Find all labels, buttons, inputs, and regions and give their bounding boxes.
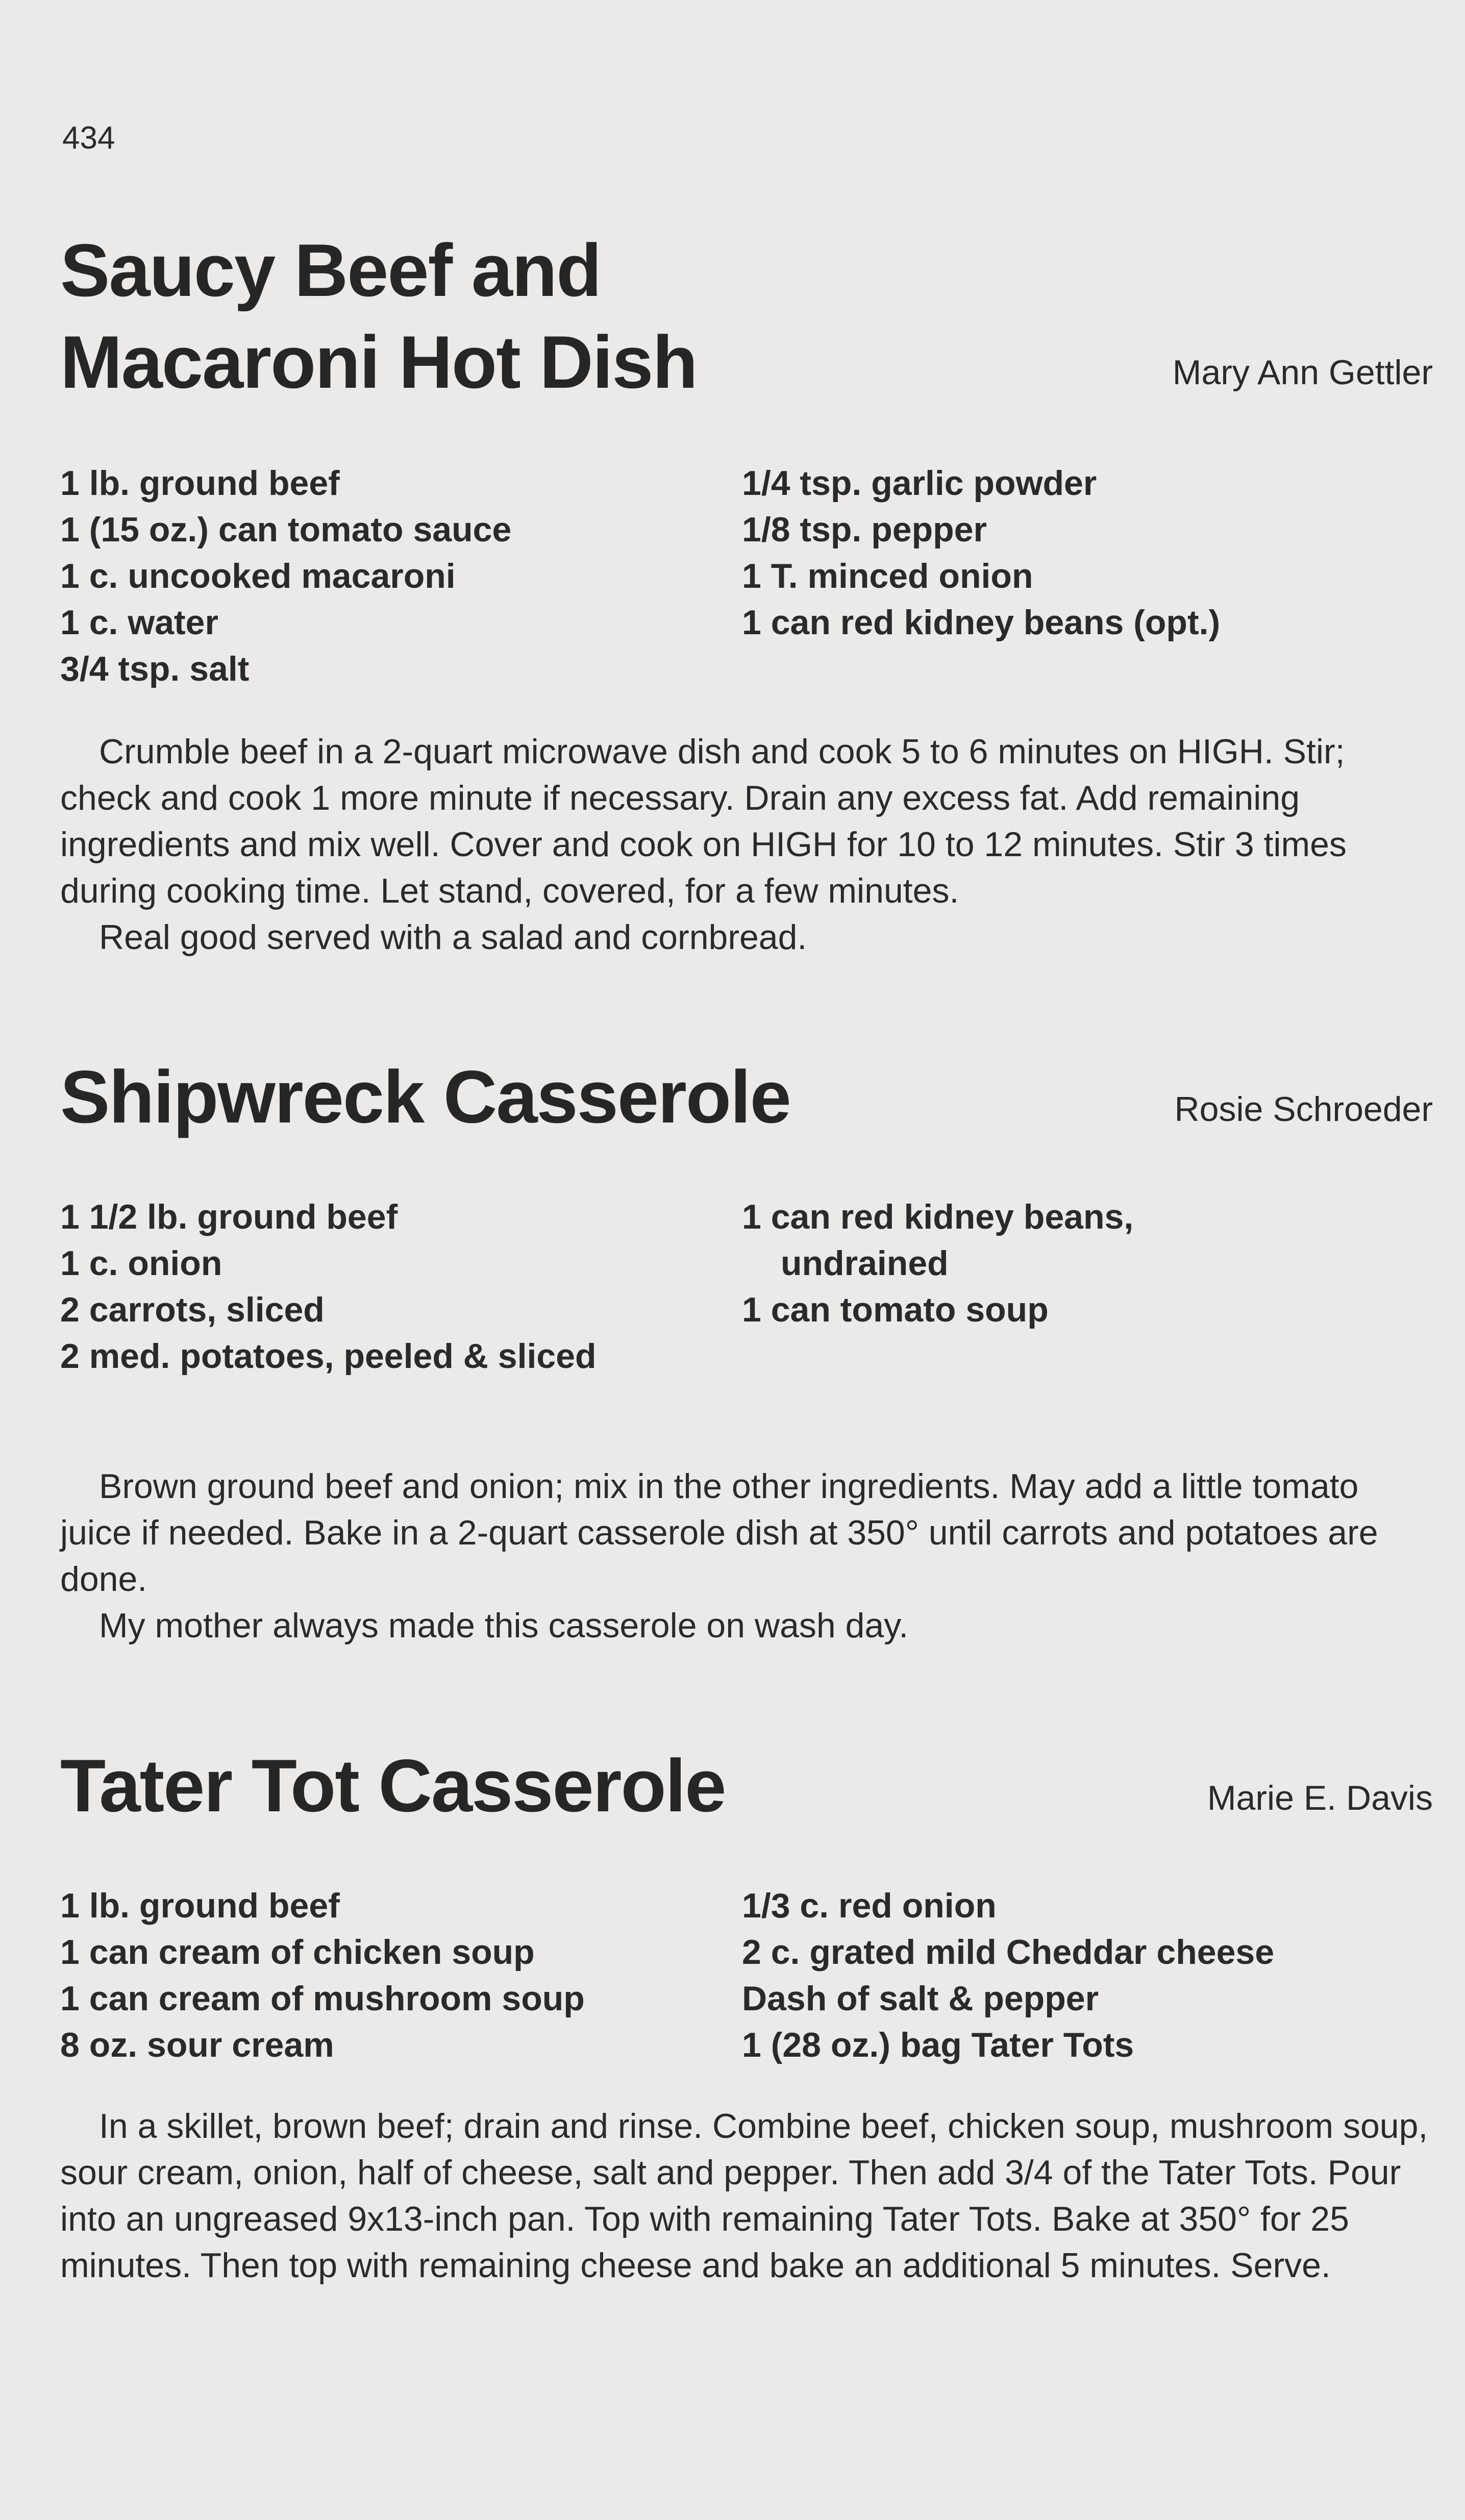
ingredients-column-right bbox=[742, 1883, 1405, 2068]
recipe-shipwreck-casserole bbox=[60, 1051, 1433, 1645]
ingredient: 1 can tomato soup bbox=[742, 1290, 1049, 1329]
ingredient: 1 (28 oz.) bag Tater Tots bbox=[742, 2026, 1134, 2064]
recipe-saucy-beef bbox=[60, 224, 1433, 957]
recipe-author: Marie E. Davis bbox=[1207, 1779, 1433, 1817]
ingredient: 1 lb. ground beef bbox=[60, 1886, 340, 1925]
ingredient: 8 oz. sour cream bbox=[60, 2026, 334, 2064]
ingredients-column-left bbox=[60, 1194, 724, 1380]
ingredient: 2 c. grated mild Cheddar cheese bbox=[742, 1933, 1275, 1972]
page-number: 434 bbox=[62, 120, 115, 156]
directions bbox=[60, 1463, 1433, 1649]
ingredient: 1 can cream of mushroom soup bbox=[60, 1979, 585, 2018]
ingredient: 1 1/2 lb. ground beef bbox=[60, 1197, 398, 1236]
directions bbox=[60, 2103, 1433, 2289]
ingredients-column-right bbox=[742, 460, 1405, 646]
recipe-author: Mary Ann Gettler bbox=[1172, 353, 1433, 392]
ingredient: 1/4 tsp. garlic powder bbox=[742, 464, 1097, 503]
ingredients-column-right bbox=[742, 1194, 1405, 1333]
directions-paragraph: Crumble beef in a 2-quart microwave dish and cook 5 to 6 minutes on HIGH. Stir; check and cook 1 more minute if necessary. Drain any excess fat. Add remaining ingredients and mix well. Cover and cook on HIGH for 10 to 12 minutes. Stir 3 times during cooking time. Let stand, covered, for a few minutes. bbox=[60, 732, 1347, 910]
recipe-tater-tot-casserole bbox=[60, 1740, 1433, 2285]
recipe-title-line: Saucy Beef and bbox=[60, 229, 601, 312]
ingredient: 1 T. minced onion bbox=[742, 557, 1033, 595]
directions-paragraph: In a skillet, brown beef; drain and rinse. Combine beef, chicken soup, mushroom soup, sour cream, onion, half of cheese, salt and pepper. Then add 3/4 of the Tater Tots. Pour into an ungreased 9x13-inch pan. Top with remaining Tater Tots. Bake at 350° for 25 minutes. Then top with remaining cheese and bake an additional 5 minutes. Serve. bbox=[60, 2107, 1428, 2285]
ingredients-column-left bbox=[60, 1883, 724, 2068]
ingredient: 2 carrots, sliced bbox=[60, 1290, 325, 1329]
ingredient: 3/4 tsp. salt bbox=[60, 650, 250, 688]
ingredient: 1 c. onion bbox=[60, 1244, 222, 1283]
ingredient: 1/8 tsp. pepper bbox=[742, 510, 987, 549]
ingredient: 1 can red kidney beans, undrained bbox=[742, 1197, 1134, 1283]
directions bbox=[60, 729, 1433, 961]
recipe-title-line: Shipwreck Casserole bbox=[60, 1055, 790, 1138]
directions-paragraph: Real good served with a salad and cornbread. bbox=[99, 918, 807, 957]
recipe-title-line: Macaroni Hot Dish bbox=[60, 320, 697, 404]
ingredient: 1 lb. ground beef bbox=[60, 464, 340, 503]
ingredient: 2 med. potatoes, peeled & sliced bbox=[60, 1337, 597, 1376]
ingredient: 1 can cream of chicken soup bbox=[60, 1933, 535, 1972]
ingredient: 1 c. water bbox=[60, 603, 218, 642]
ingredient: Dash of salt & pepper bbox=[742, 1979, 1099, 2018]
directions-paragraph: Brown ground beef and onion; mix in the other ingredients. May add a little tomato juice if needed. Bake in a 2-quart casserole dish at 350° until carrots and potatoes are done. bbox=[60, 1467, 1378, 1599]
recipe-title-line: Tater Tot Casserole bbox=[60, 1744, 726, 1827]
ingredient: 1 can red kidney beans (opt.) bbox=[742, 603, 1221, 642]
directions-paragraph: My mother always made this casserole on wash day. bbox=[99, 1606, 909, 1645]
ingredient: 1 (15 oz.) can tomato sauce bbox=[60, 510, 512, 549]
ingredient: 1 c. uncooked macaroni bbox=[60, 557, 456, 595]
ingredient: 1/3 c. red onion bbox=[742, 1886, 997, 1925]
ingredients-column-left bbox=[60, 460, 724, 692]
recipe-author: Rosie Schroeder bbox=[1174, 1090, 1433, 1129]
